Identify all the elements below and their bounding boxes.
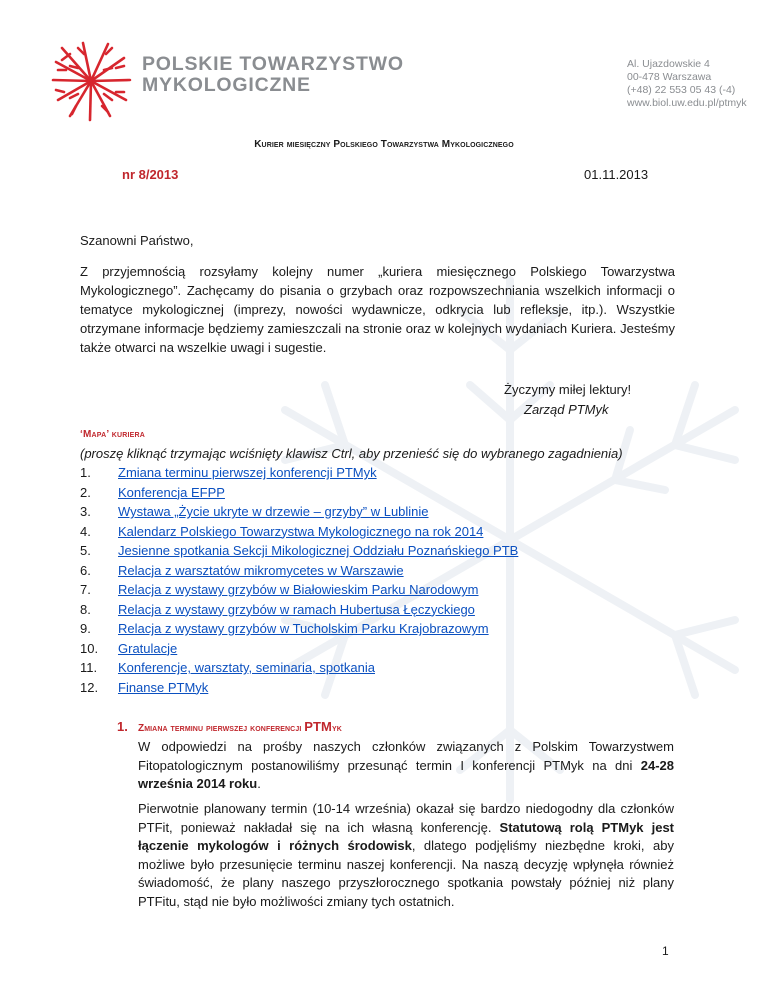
ptmyk-logo-icon: [50, 40, 132, 122]
org-name-line2: MYKOLOGICZNE: [142, 74, 311, 96]
toc-item-number: 12.: [80, 679, 99, 695]
map-title: ‘Mapa’ kuriera: [80, 429, 146, 440]
toc-item-number: 5.: [80, 543, 91, 558]
section-1-heading: [117, 719, 342, 734]
toc-item: [80, 580, 680, 600]
address-street: Al. Ujazdowskie 4: [627, 58, 710, 70]
closing-signature: Zarząd PTMyk: [524, 402, 609, 417]
newsletter-title: Kurier miesięczny Polskiego Towarzystwa Mykologicznego: [254, 139, 514, 150]
issue-date: 01.11.2013: [584, 167, 649, 182]
toc-item: [80, 483, 680, 503]
toc-link[interactable]: Relacja z warsztatów mikromycetes w Warszawie: [118, 562, 404, 578]
closing-block: [504, 380, 631, 420]
toc-item-number: 8.: [80, 601, 91, 617]
map-hint: (proszę kliknąć trzymając wciśnięty klawisz Ctrl, aby przenieść się do wybranego zagadnienia): [80, 446, 623, 461]
address-website: www.biol.uw.edu.pl/ptmyk: [627, 97, 747, 109]
toc-item-number: 11.: [80, 660, 98, 675]
toc-link[interactable]: Zmiana terminu pierwszej konferencji PTMyk: [118, 465, 377, 480]
intro-paragraph: Z przyjemnością rozsyłamy kolejny numer „kuriera miesięcznego Polskiego Towarzystwa Mykologicznego”. Zachęcamy do pisania o grzybach oraz rozpowszechniania wszelkich informacji o tematyce mykologicznej (imprezy, nowości wydawnicze, odkrycia lub refleksje, itp.). Wszystkie otrzymane informacje będziemy zamieszczali na stronie oraz w kolejnych wydaniach Kuriera. Jesteśmy także otwarci na wszelkie uwagi i sugestie.: [80, 264, 675, 355]
toc-link[interactable]: Wystawa „Życie ukryte w drzewie – grzyby” w Lublinie: [118, 504, 429, 519]
toc-link[interactable]: Relacja z wystawy grzybów w Tucholskim Parku Krajobrazowym: [118, 621, 489, 636]
page-number: 1: [662, 944, 669, 958]
section-1-paragraph-2: [138, 800, 674, 911]
address-city: 00-478 Warszawa: [627, 71, 712, 83]
toc-item: [80, 678, 680, 698]
toc-item: [80, 658, 680, 678]
table-of-contents: [80, 463, 680, 697]
toc-link[interactable]: Konferencje, warsztaty, seminaria, spotkania: [118, 660, 375, 675]
issue-number: nr 8/2013: [122, 167, 179, 182]
paragraph-text: W odpowiedzi na prośby naszych członków związanych z Polskim Towarzystwem Fitopatologicznym postanowiliśmy przesunąć termin I konferencji PTMyk na dni: [138, 739, 674, 773]
section-1-number: 1.: [117, 719, 128, 734]
address-phone: (+48) 22 553 05 43 (-4): [627, 84, 736, 96]
toc-item-number: 7.: [80, 582, 91, 597]
toc-item-number: 9.: [80, 621, 91, 636]
paragraph-text: Pierwotnie planowany termin (10-14 września) okazał się bardzo niedogodny dla członków PTFit, ponieważ nakładał się na ich własną konferencję.: [138, 801, 674, 835]
toc-link[interactable]: Relacja z wystawy grzybów w Białowieskim Parku Narodowym: [118, 582, 479, 597]
section-1-title-acronym: PTM: [304, 719, 332, 734]
paragraph-text: , dlatego podjęliśmy niezbędne kroki, aby możliwe było przesunięcie terminu naszej konferencji. Na naszą decyzję wpłynęła również świadomość, że plany naszego przyszłorocznego spotkania powstały później niż plany PTFitu, stąd nie było możliwości zmiany tych ostatnich.: [138, 838, 674, 909]
closing-wish: Życzymy miłej lektury!: [504, 382, 632, 397]
toc-item: [80, 639, 680, 659]
toc-item-number: 10.: [80, 640, 99, 656]
toc-item-number: 1.: [80, 465, 91, 480]
salutation: Szanowni Państwo,: [80, 233, 194, 248]
section-1-title: [138, 719, 342, 734]
section-1-paragraph-1: [138, 738, 674, 794]
toc-link[interactable]: Relacja z wystawy grzybów w ramach Hubertusa Łęczyckiego: [118, 601, 475, 617]
toc-link[interactable]: Konferencja EFPP: [118, 484, 225, 500]
statutory-role-highlight: Statutową rolą PTMyk jest łączenie mykologów i różnych środowisk: [138, 819, 675, 853]
section-1-title-tail: yk: [332, 723, 342, 734]
toc-item-number: 2.: [80, 484, 91, 500]
org-name-line1: POLSKIE TOWARZYSTWO: [142, 53, 404, 75]
toc-item-number: 4.: [80, 523, 91, 539]
toc-item: [80, 541, 680, 561]
conference-dates: 24-28 września 2014 roku: [138, 757, 674, 791]
toc-item: [80, 463, 680, 483]
address-block: [627, 58, 747, 110]
toc-item-number: 3.: [80, 504, 91, 519]
section-1-title-main: Zmiana terminu pierwszej konferencji: [138, 723, 305, 734]
toc-item: [80, 522, 680, 542]
toc-link[interactable]: Jesienne spotkania Sekcji Mikologicznej Oddziału Poznańskiego PTB: [118, 543, 519, 558]
toc-item: [80, 600, 680, 620]
toc-item-number: 6.: [80, 562, 91, 578]
toc-link[interactable]: Kalendarz Polskiego Towarzystwa Mykologicznego na rok 2014: [118, 523, 484, 539]
paragraph-text: .: [257, 776, 261, 791]
toc-link[interactable]: Gratulacje: [118, 640, 178, 656]
organization-name: [142, 54, 404, 96]
toc-item: [80, 502, 680, 522]
toc-item: [80, 619, 680, 639]
toc-link[interactable]: Finanse PTMyk: [118, 679, 209, 695]
toc-item: [80, 561, 680, 581]
